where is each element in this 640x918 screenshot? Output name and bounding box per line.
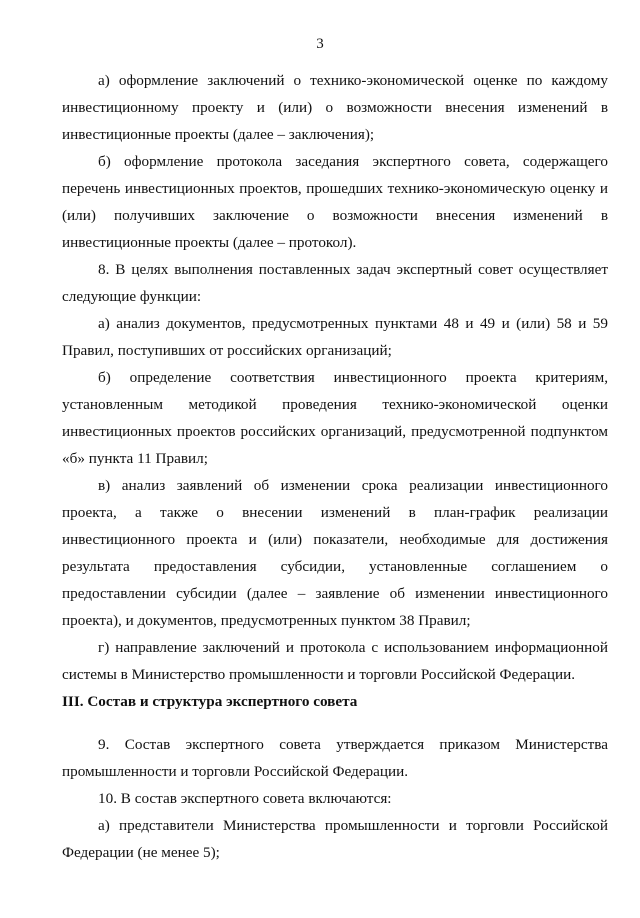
paragraph-8: 8. В целях выполнения поставленных задач экспертный совет осуществляет следующие функции: xyxy=(62,261,608,305)
paragraph-7b: б) оформление протокола заседания экспертного совета, содержащего перечень инвестиционных проектов, прошедших технико-экономическую оценку и (или) получивших заключение о возможности внесения изменений в инвестиционные проекты (далее – протокол). xyxy=(62,153,608,251)
section-heading: III. Состав и структура экспертного совета xyxy=(62,693,358,710)
paragraph-9: 9. Состав экспертного совета утверждается приказом Министерства промышленности и торговли Российской Федерации. xyxy=(62,736,608,780)
page-number: 3 xyxy=(316,36,324,52)
paragraph-10a: а) представители Министерства промышленности и торговли Российской Федерации (не менее 5); xyxy=(62,817,608,861)
paragraph-8b: б) определение соответствия инвестиционного проекта критериям, установленным методикой проведения технико-экономической оценки инвестиционных проектов российских организаций, предусмотренной подпунктом «б» пункта 11 Правил; xyxy=(62,369,608,467)
document-body xyxy=(62,67,608,866)
paragraph-8g: г) направление заключений и протокола с использованием информационной системы в Министерство промышленности и торговли Российской Федерации. xyxy=(62,639,608,683)
paragraph-10: 10. В состав экспертного совета включаются: xyxy=(98,790,392,807)
paragraph-8v: в) анализ заявлений об изменении срока реализации инвестиционного проекта, а также о внесении изменений в план-график реализации инвестиционного проекта и (или) показатели, необходимые для достижения результата предоставления субсидии, установленные соглашением о предоставлении субсидии (далее – заявление об изменении инвестиционного проекта), и документов, предусмотренных пунктом 38 Правил; xyxy=(62,477,608,629)
paragraph-7a: а) оформление заключений о технико-экономической оценке по каждому инвестиционному проекту и (или) о возможности внесения изменений в инвестиционные проекты (далее – заключения); xyxy=(62,72,608,143)
paragraph-8a: а) анализ документов, предусмотренных пунктами 48 и 49 и (или) 58 и 59 Правил, поступивших от российских организаций; xyxy=(62,315,608,359)
